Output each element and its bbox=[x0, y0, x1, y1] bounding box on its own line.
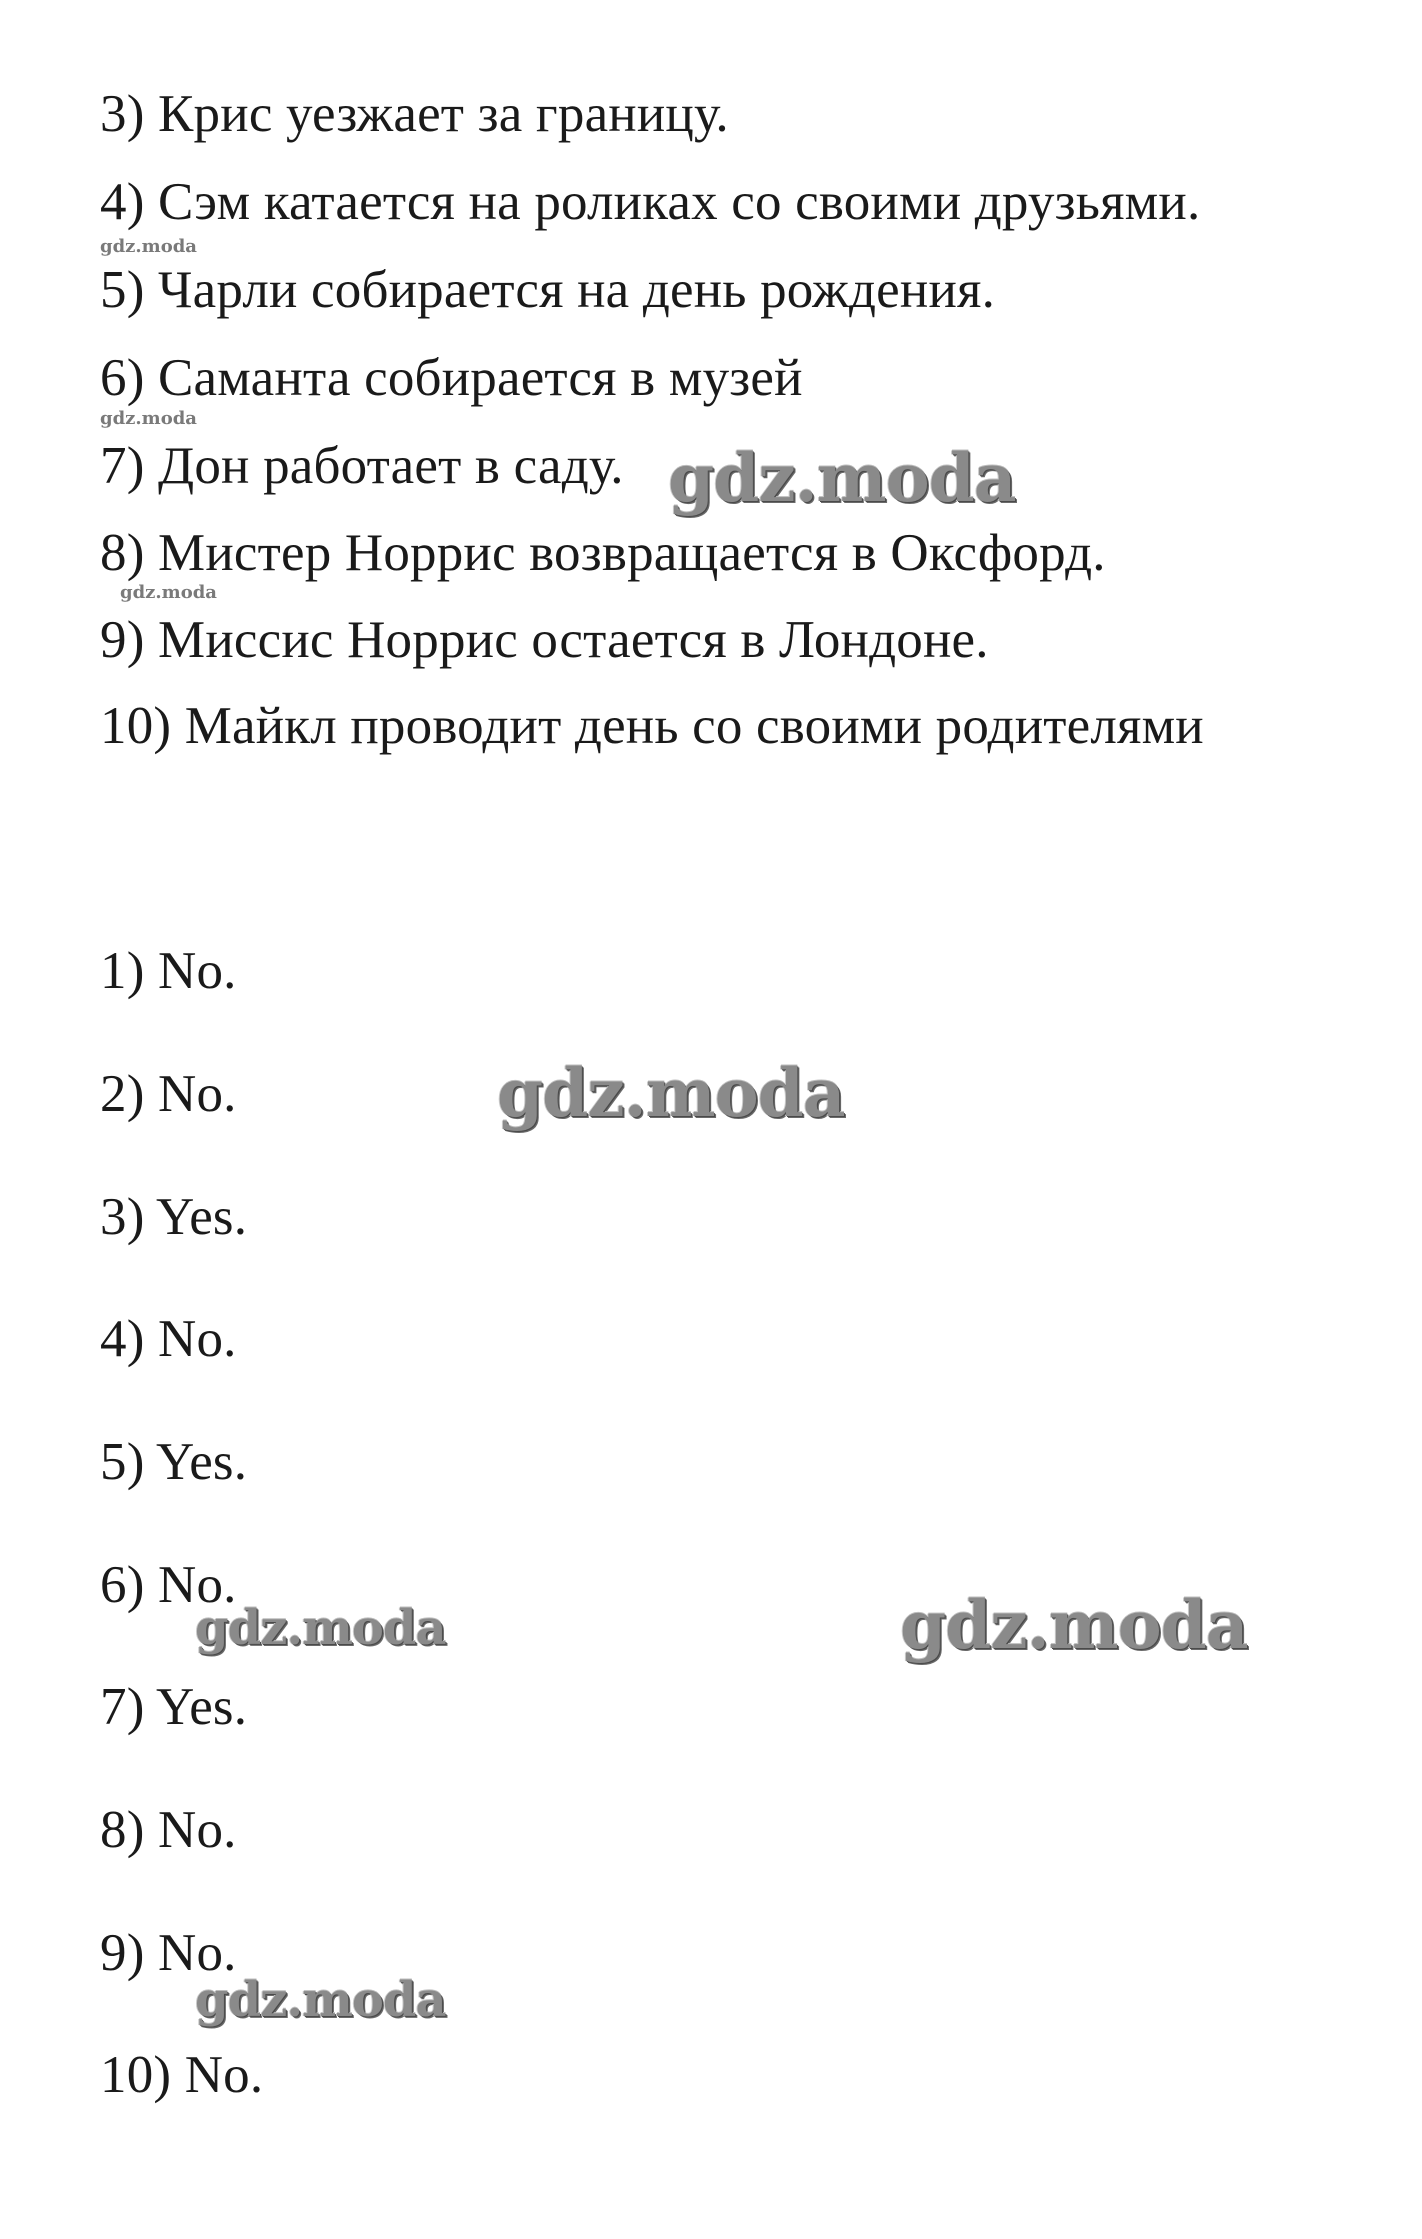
translation-line: 10) Майкл проводит день со своими родителями bbox=[100, 697, 1204, 755]
answer-line: 2) No. bbox=[100, 1065, 237, 1123]
translation-line: 4) Сэм катается на роликах со своими друзьями. bbox=[100, 173, 1201, 231]
answer-line: 7) Yes. bbox=[100, 1678, 248, 1736]
translation-line: 9) Миссис Норрис остается в Лондоне. bbox=[100, 611, 989, 669]
translation-line: 3) Крис уезжает за границу. bbox=[100, 85, 729, 143]
watermark: gdz.moda bbox=[668, 439, 1016, 517]
watermark: gdz.moda bbox=[195, 1972, 446, 2028]
answer-line: 5) Yes. bbox=[100, 1433, 248, 1491]
watermark: gdz.moda bbox=[100, 408, 197, 429]
translation-line: 7) Дон работает в саду. bbox=[100, 437, 624, 495]
translation-line: 8) Мистер Норрис возвращается в Оксфорд. bbox=[100, 524, 1106, 582]
watermark: gdz.moda bbox=[497, 1054, 845, 1132]
watermark: gdz.moda bbox=[100, 236, 197, 257]
translation-line: 5) Чарли собирается на день рождения. bbox=[100, 261, 996, 319]
watermark: gdz.moda bbox=[120, 582, 217, 603]
translation-line: 6) Саманта собирается в музей bbox=[100, 349, 803, 407]
answer-line: 10) No. bbox=[100, 2046, 264, 2104]
watermark: gdz.moda bbox=[900, 1586, 1248, 1664]
answer-line: 8) No. bbox=[100, 1801, 237, 1859]
answer-line: 4) No. bbox=[100, 1310, 237, 1368]
watermark: gdz.moda bbox=[195, 1600, 446, 1656]
answer-line: 6) No. bbox=[100, 1556, 237, 1614]
answer-line: 3) Yes. bbox=[100, 1188, 248, 1246]
answer-line: 9) No. bbox=[100, 1924, 237, 1982]
answer-line: 1) No. bbox=[100, 942, 237, 1000]
